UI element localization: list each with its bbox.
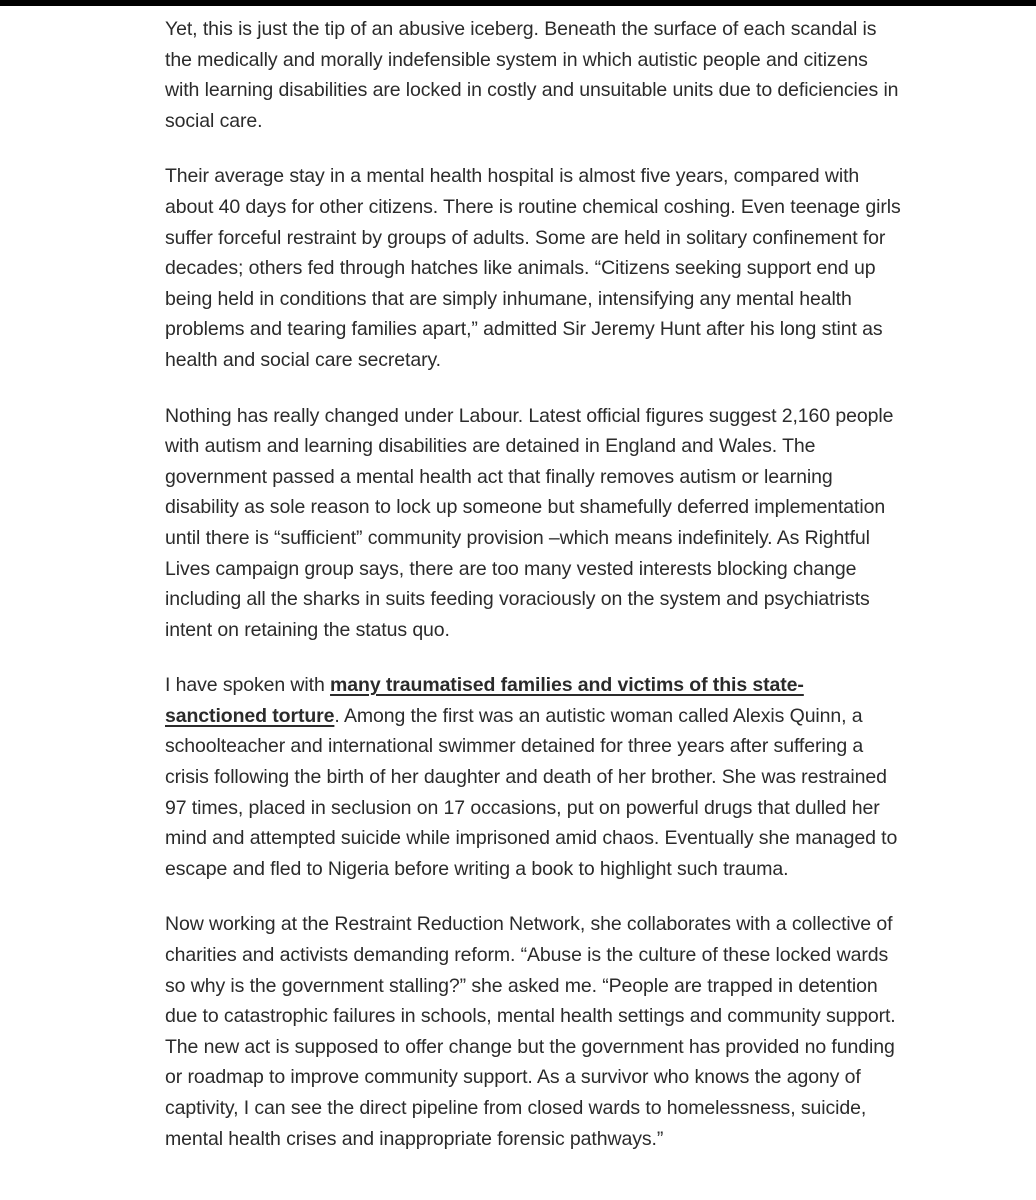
paragraph-5: Now working at the Restraint Reduction Network, she collaborates with a collective of charities and activists demanding reform. “Abuse is the culture of these locked wards so why is the government stalling?” she asked me. “People are trapped in detention due to catastrophic failures in schools, mental health settings and community support. The new act is supposed to offer change but the government has provided no funding or roadmap to improve community support. As a survivor who knows the agony of captivity, I can see the direct pipeline from closed wards to homelessness, suicide, mental health crises and inappropriate forensic pathways.”	[165, 913, 896, 1150]
paragraph-2: Their average stay in a mental health hospital is almost five years, compared with about 40 days for other citizens. There is routine chemical coshing. Even teenage girls suffer forceful restraint by groups of adults. Some are held in solitary confinement for decades; others fed through hatches like animals. “Citizens seeking support end up being held in conditions that are simply inhumane, intensifying any mental health problems and tearing families apart,” admitted Sir Jeremy Hunt after his long stint as health and social care secretary.	[165, 165, 901, 371]
families-victims-link[interactable]: many traumatised families and victims of this state-sanctioned torture	[165, 674, 804, 727]
paragraph-1: Yet, this is just the tip of an abusive iceberg. Beneath the surface of each scandal is the medically and morally indefensible system in which autistic people and citizens with learning disabilities are locked in costly and unsuitable units due to deficiencies in social care.	[165, 18, 899, 132]
article-body	[165, 14, 905, 1179]
paragraph-4	[165, 670, 905, 884]
paragraph-4-lead: I have spoken with	[165, 674, 331, 697]
paragraph-3: Nothing has really changed under Labour. Latest official figures suggest 2,160 people with autism and learning disabilities are detained in England and Wales. The government passed a mental health act that finally removes autism or learning disability as sole reason to lock up someone but shamefully deferred implementation until there is “sufficient” community provision –which means indefinitely. As Rightful Lives campaign group says, there are too many vested interests blocking change including all the sharks in suits feeding voraciously on the system and psychiatrists intent on retaining the status quo.	[165, 404, 894, 641]
top-edge-bar	[0, 0, 1036, 6]
paragraph-4-rest: . Among the first was an autistic woman called Alexis Quinn, a schoolteacher and international swimmer detained for three years after suffering a crisis following the birth of her daughter and death of her brother. She was restrained 97 times, placed in seclusion on 17 occasions, put on powerful drugs that dulled her mind and attempted suicide while imprisoned amid chaos. Eventually she managed to escape and fled to Nigeria before writing a book to highlight such trauma.	[165, 704, 898, 880]
